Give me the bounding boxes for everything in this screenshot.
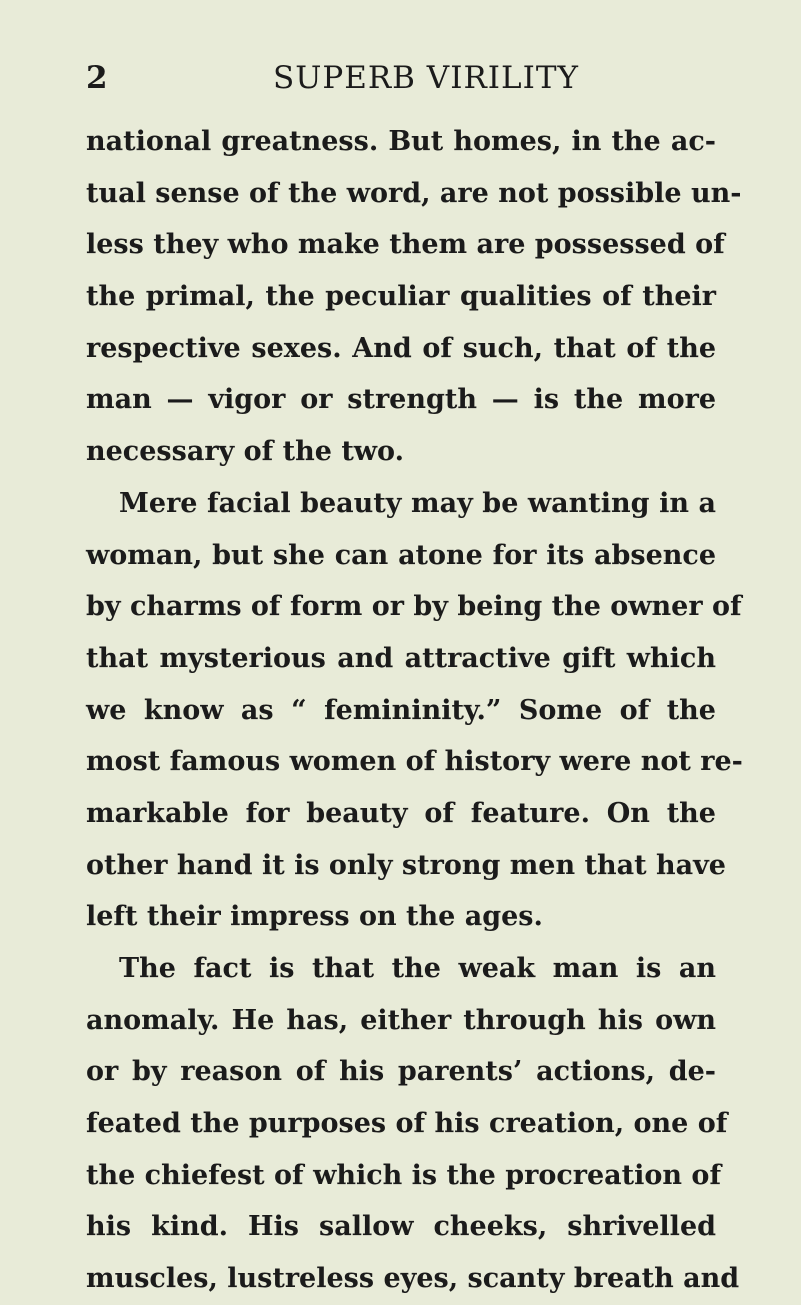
text-line: anomaly. He has, either through his own [86,1004,716,1036]
text-line: tual sense of the word, are not possible un- [86,177,742,209]
running-head [86,58,726,98]
text-line: less they who make them are possessed of [86,229,725,261]
text-line: woman, but she can atone for its absence [86,539,716,571]
text-line: or by reason of his parents’ actions, de- [86,1056,716,1088]
text-line: the chiefest of which is the procreation of [86,1159,722,1191]
text-line: most famous women of history were not re- [86,746,743,778]
page-title: SUPERB VIRILITY [272,60,580,96]
text-line: The fact is that the weak man is an [119,953,716,984]
text-line: we know as “ femininity.” Some of the [86,694,716,726]
text-line: the primal, the peculiar qualities of their [86,281,716,313]
text-line: respective sexes. And of such, that of the [86,332,716,364]
text-line: Mere facial beauty may be wanting in a [119,487,716,519]
text-line: that mysterious and attractive gift which [86,642,716,674]
text-line: his kind. His sallow cheeks, shrivelled [86,1211,716,1243]
text-line: feated the purposes of his creation, one of [86,1108,728,1140]
text-line: markable for beauty of feature. On the [86,797,716,829]
text-line: man — vigor or strength — is the more [86,384,716,416]
text-line: by charms of form or by being the owner of [86,591,742,623]
page-number: 2 [86,60,108,96]
text-line: left their impress on the ages. [86,901,543,933]
body-text [86,116,743,1305]
text-line: muscles, lustreless eyes, scanty breath and [86,1263,740,1295]
text-line: necessary of the two. [86,436,404,468]
text-line: national greatness. But homes, in the ac- [86,126,716,157]
text-line: other hand it is only strong men that have [86,849,726,881]
